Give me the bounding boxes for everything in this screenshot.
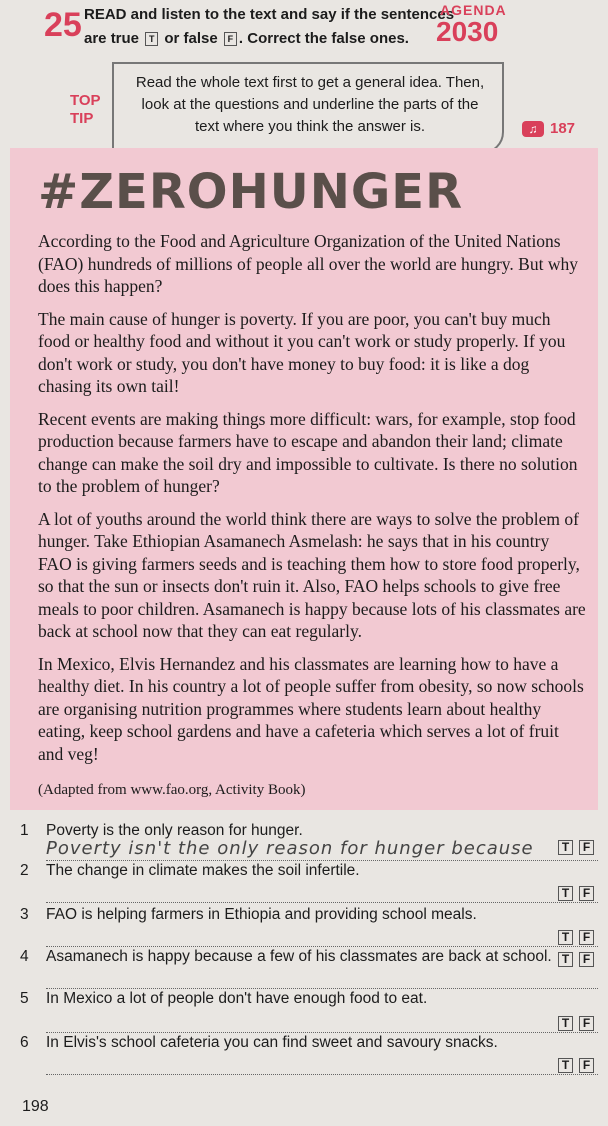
- true-checkbox[interactable]: T: [558, 930, 573, 945]
- true-box: T: [145, 32, 158, 46]
- answer-line[interactable]: [46, 988, 598, 989]
- tf-choice[interactable]: [552, 840, 594, 855]
- question-number: 1: [20, 822, 29, 839]
- article-title: #ZEROHUNGER: [38, 164, 464, 220]
- answer-line[interactable]: [46, 902, 598, 903]
- agenda-year: 2030: [436, 16, 499, 47]
- question-text: In Mexico a lot of people don't have enough food to eat.: [46, 990, 428, 1007]
- answer-line[interactable]: [46, 1074, 598, 1075]
- page-number: 198: [22, 1098, 49, 1115]
- question-text: Asamanech is happy because a few of his classmates are back at school.: [46, 948, 552, 965]
- paragraph: A lot of youths around the world think there are ways to solve the problem of hunger. Take Ethiopian Asamanech Asmelash: he says that in his country FAO is giving farmers seeds and is teaching them how to store food properly, so that the sun or insects don't ruin it. Also, FAO helps schools to give free meals to poor children. Asamanech is happy because lots of his classmates are back at school now that they can eat regularly.: [38, 508, 586, 641]
- handwritten-answer: Poverty isn't the only reason for hunger because: [46, 838, 534, 859]
- true-checkbox[interactable]: T: [558, 1058, 573, 1073]
- question-6: [20, 1034, 600, 1052]
- paragraph: Recent events are making things more difficult: wars, for example, stop food production because farmers have to escape and abandon their land; climate change can make the soil dry and impossible to cultivate. Is there no solution to the problem of hunger?: [38, 408, 578, 496]
- question-number: 5: [20, 990, 29, 1007]
- false-checkbox[interactable]: F: [579, 930, 594, 945]
- question-text: The change in climate makes the soil infertile.: [46, 862, 360, 879]
- exercise-number: 25: [44, 6, 82, 44]
- true-checkbox[interactable]: T: [558, 840, 573, 855]
- paragraph: According to the Food and Agriculture Organization of the United Nations (FAO) hundreds of millions of people all over the world are hungry. But why does this happen?: [38, 231, 578, 296]
- top-label: TOP: [70, 92, 101, 109]
- instruction-line-1: READ and listen to the text and say if the sentences: [84, 6, 455, 23]
- answer-line[interactable]: [46, 860, 598, 861]
- tf-choice[interactable]: [552, 952, 594, 967]
- top-tip-label: [70, 92, 101, 128]
- tf-choice[interactable]: [552, 886, 594, 901]
- answer-line[interactable]: [46, 946, 598, 947]
- question-text: FAO is helping farmers in Ethiopia and providing school meals.: [46, 906, 477, 923]
- headphones-icon: ♫: [522, 121, 544, 137]
- false-box: F: [224, 32, 237, 46]
- question-5: [20, 990, 600, 1008]
- false-checkbox[interactable]: F: [579, 1016, 594, 1031]
- tf-choice[interactable]: [552, 1016, 594, 1031]
- question-number: 2: [20, 862, 29, 879]
- question-number: 6: [20, 1034, 29, 1051]
- false-checkbox[interactable]: F: [579, 886, 594, 901]
- true-checkbox[interactable]: T: [558, 952, 573, 967]
- answer-line[interactable]: [46, 1032, 598, 1033]
- paragraph: In Mexico, Elvis Hernandez and his classmates are learning how to have a healthy diet. In his country a lot of people suffer from obesity, so now schools are organising nutrition programmes where students learn about healthy eating, keep school gardens and have a cafeteria which serves a lot of fruit and veg!: [38, 653, 584, 764]
- exercise-header: [0, 0, 608, 160]
- instruction-prefix: are true: [84, 30, 140, 47]
- question-text: In Elvis's school cafeteria you can find sweet and savoury snacks.: [46, 1034, 498, 1051]
- article-body: [38, 230, 586, 802]
- tip-text: Read the whole text first to get a general idea. Then, look at the questions and underline the parts of the text where you think the answer is.: [135, 74, 485, 135]
- tf-choice[interactable]: [552, 1058, 594, 1073]
- audio-track-number: 187: [550, 120, 576, 137]
- question-2: [20, 862, 600, 880]
- question-number: 4: [20, 948, 29, 965]
- audio-track[interactable]: [522, 120, 575, 137]
- agenda-label: AGENDA: [440, 2, 507, 18]
- question-4: [20, 948, 600, 966]
- article-source: (Adapted from www.fao.org, Activity Book): [38, 782, 306, 798]
- false-checkbox[interactable]: F: [579, 840, 594, 855]
- instruction-line-2: [84, 30, 409, 47]
- false-checkbox[interactable]: F: [579, 1058, 594, 1073]
- true-checkbox[interactable]: T: [558, 1016, 573, 1031]
- false-checkbox[interactable]: F: [579, 952, 594, 967]
- question-number: 3: [20, 906, 29, 923]
- article-panel: [10, 148, 598, 810]
- tip-label: TIP: [70, 110, 94, 127]
- instruction-or: or false: [164, 30, 218, 47]
- question-3: [20, 906, 600, 924]
- paragraph: The main cause of hunger is poverty. If you are poor, you can't buy much food or healthy food and without it you can't work or study properly. If you don't work or study, you don't have money to buy food: it is like a dog chasing its own tail!: [38, 308, 566, 396]
- question-text: Poverty is the only reason for hunger.: [46, 822, 303, 839]
- tf-choice[interactable]: [552, 930, 594, 945]
- instruction-suffix: . Correct the false ones.: [238, 30, 409, 47]
- true-checkbox[interactable]: T: [558, 886, 573, 901]
